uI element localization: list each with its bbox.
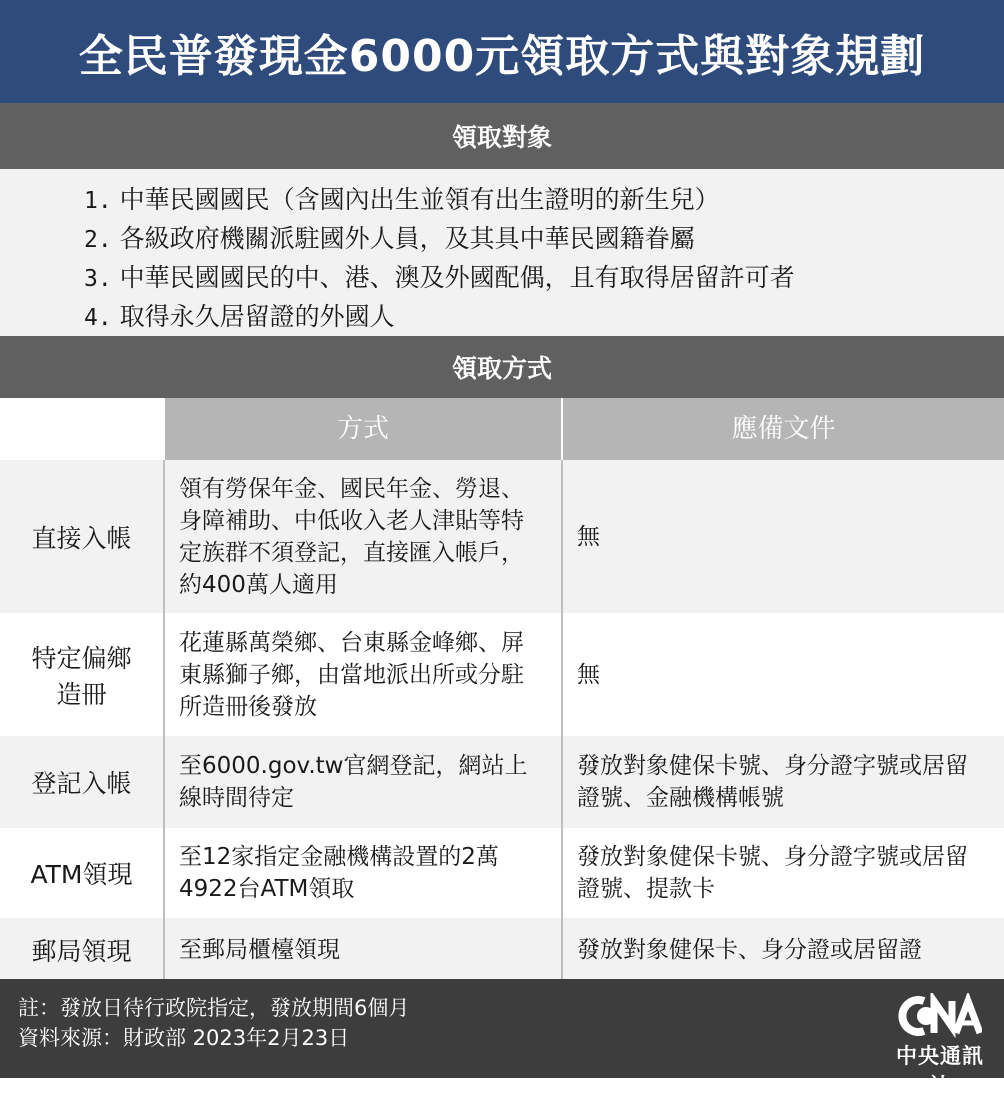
eligibility-item: [84, 298, 1004, 337]
row-name: 直接入帳: [0, 460, 164, 613]
table-row: [0, 460, 1004, 613]
eligibility-item: [84, 259, 1004, 298]
row-documents: [562, 736, 1004, 828]
column-header-blank: [0, 398, 164, 460]
table-row: [0, 828, 1004, 918]
footer-source: 資料來源：財政部 2023年2月23日: [18, 1026, 350, 1050]
row-documents: [562, 828, 1004, 918]
footer-note: 註：發放日待行政院指定，發放期間6個月: [18, 996, 410, 1020]
row-method: [164, 613, 562, 736]
eligibility-list: [84, 181, 1004, 337]
row-name: 登記入帳: [0, 736, 164, 828]
cna-logo-mark-icon: [898, 993, 982, 1039]
item-text: 中華民國國民的中、港、澳及外國配偶，且有取得居留許可者: [119, 263, 795, 292]
footer: [0, 979, 1004, 1098]
eligibility-item: [84, 181, 1004, 220]
method-text: 至12家指定金融機構設置的2萬4922台ATM領取: [179, 844, 499, 902]
item-number: 1.: [84, 188, 112, 214]
item-number: 4.: [84, 305, 112, 331]
row-name: [0, 613, 164, 736]
row-method: 至郵局櫃檯領現: [164, 918, 562, 981]
eligibility-panel: [0, 169, 1004, 336]
table-row: [0, 918, 1004, 981]
methods-heading: 領取方式: [0, 336, 1004, 398]
item-text: 中華民國國民（含國內出生並領有出生證明的新生兒）: [119, 185, 720, 214]
item-number: 2.: [84, 227, 112, 253]
row-name: 郵局領現: [0, 918, 164, 981]
row-name: ATM領現: [0, 828, 164, 918]
row-documents: 發放對象健保卡、身分證或居留證: [562, 918, 1004, 981]
method-text: 領有勞保年金、國民年金、勞退、身障補助、中低收入老人津貼等特定族群不須登記，直接匯入帳戶，約400萬人適用: [179, 475, 524, 598]
table-header-row: [0, 398, 1004, 460]
table-row: [0, 736, 1004, 828]
page-title: 全民普發現金6000元領取方式與對象規劃: [0, 0, 1004, 103]
column-header-method: 方式: [164, 398, 562, 460]
row-method: [164, 736, 562, 828]
row-name-text: 特定偏鄉造冊: [31, 643, 132, 709]
cna-logo-icon: [894, 993, 986, 1098]
item-text: 取得永久居留證的外國人: [119, 302, 395, 331]
documents-text: 發放對象健保卡號、身分證字號或居留證號、金融機構帳號: [577, 753, 968, 811]
table-row: [0, 613, 1004, 736]
row-method: [164, 828, 562, 918]
item-number: 3.: [84, 266, 112, 292]
eligibility-heading: 領取對象: [0, 103, 1004, 169]
logo-text: 中央通訊社: [896, 1044, 984, 1098]
documents-text: 發放對象健保卡號、身分證字號或居留證號、提款卡: [577, 844, 968, 902]
eligibility-item: [84, 220, 1004, 259]
column-header-documents: 應備文件: [562, 398, 1004, 460]
item-text: 各級政府機關派駐國外人員，及其具中華民國籍眷屬: [119, 224, 695, 253]
method-text: 花蓮縣萬榮鄉、台東縣金峰鄉、屏東縣獅子鄉，由當地派出所或分駐所造冊後發放: [179, 629, 524, 720]
method-text: 至6000.gov.tw官網登記，網站上線時間待定: [179, 753, 528, 811]
methods-table: [0, 398, 1004, 981]
row-method: [164, 460, 562, 613]
row-documents: 無: [562, 613, 1004, 736]
row-documents: 無: [562, 460, 1004, 613]
